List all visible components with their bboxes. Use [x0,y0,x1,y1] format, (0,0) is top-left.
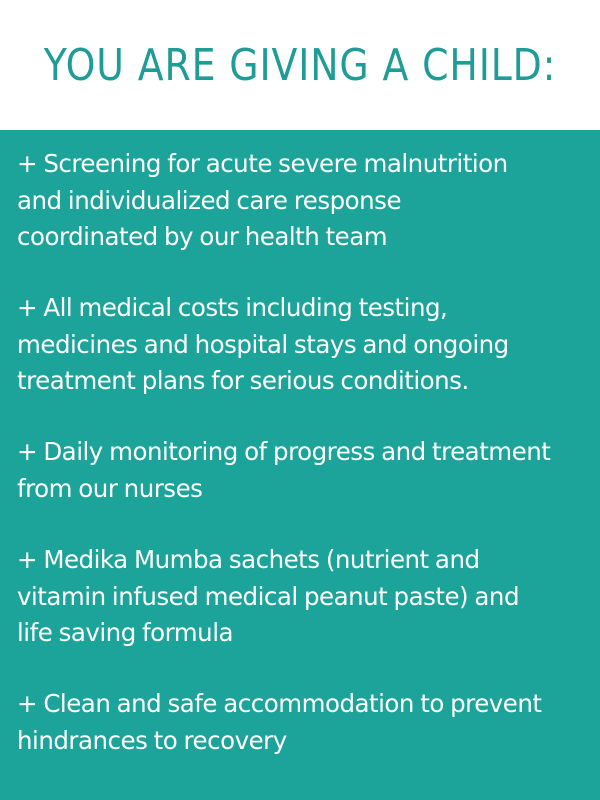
benefit-item-medical-costs [17,290,593,400]
benefit-line: + Clean and safe accommodation to prevent [17,689,542,718]
benefit-line: + Daily monitoring of progress and treatment [17,437,551,466]
benefit-item-medika-mumba [17,542,593,652]
benefit-line: + Medika Mumba sachets (nutrient and [17,545,480,574]
benefit-item-screening [17,146,593,256]
benefit-item-accommodation [17,686,593,759]
benefit-line: + All medical costs including testing, [17,293,448,322]
page-title: YOU ARE GIVING A CHILD: [43,40,557,91]
benefit-line: and individualized care response [17,185,402,215]
benefit-line: medicines and hospital stays and ongoing [17,329,509,359]
benefit-line: + Screening for acute severe malnutrition [17,149,508,178]
benefit-line: life saving formula [17,618,234,647]
benefits-panel [0,130,600,800]
benefit-line: vitamin infused medical peanut paste) and [17,581,519,611]
benefit-line: hindrances to recovery [17,725,287,755]
benefit-line: from our nurses [17,473,203,503]
header [0,0,600,130]
benefit-item-daily-monitoring [17,434,593,507]
benefit-line: treatment plans for serious conditions. [17,366,469,395]
benefit-line: coordinated by our health team [17,222,388,251]
